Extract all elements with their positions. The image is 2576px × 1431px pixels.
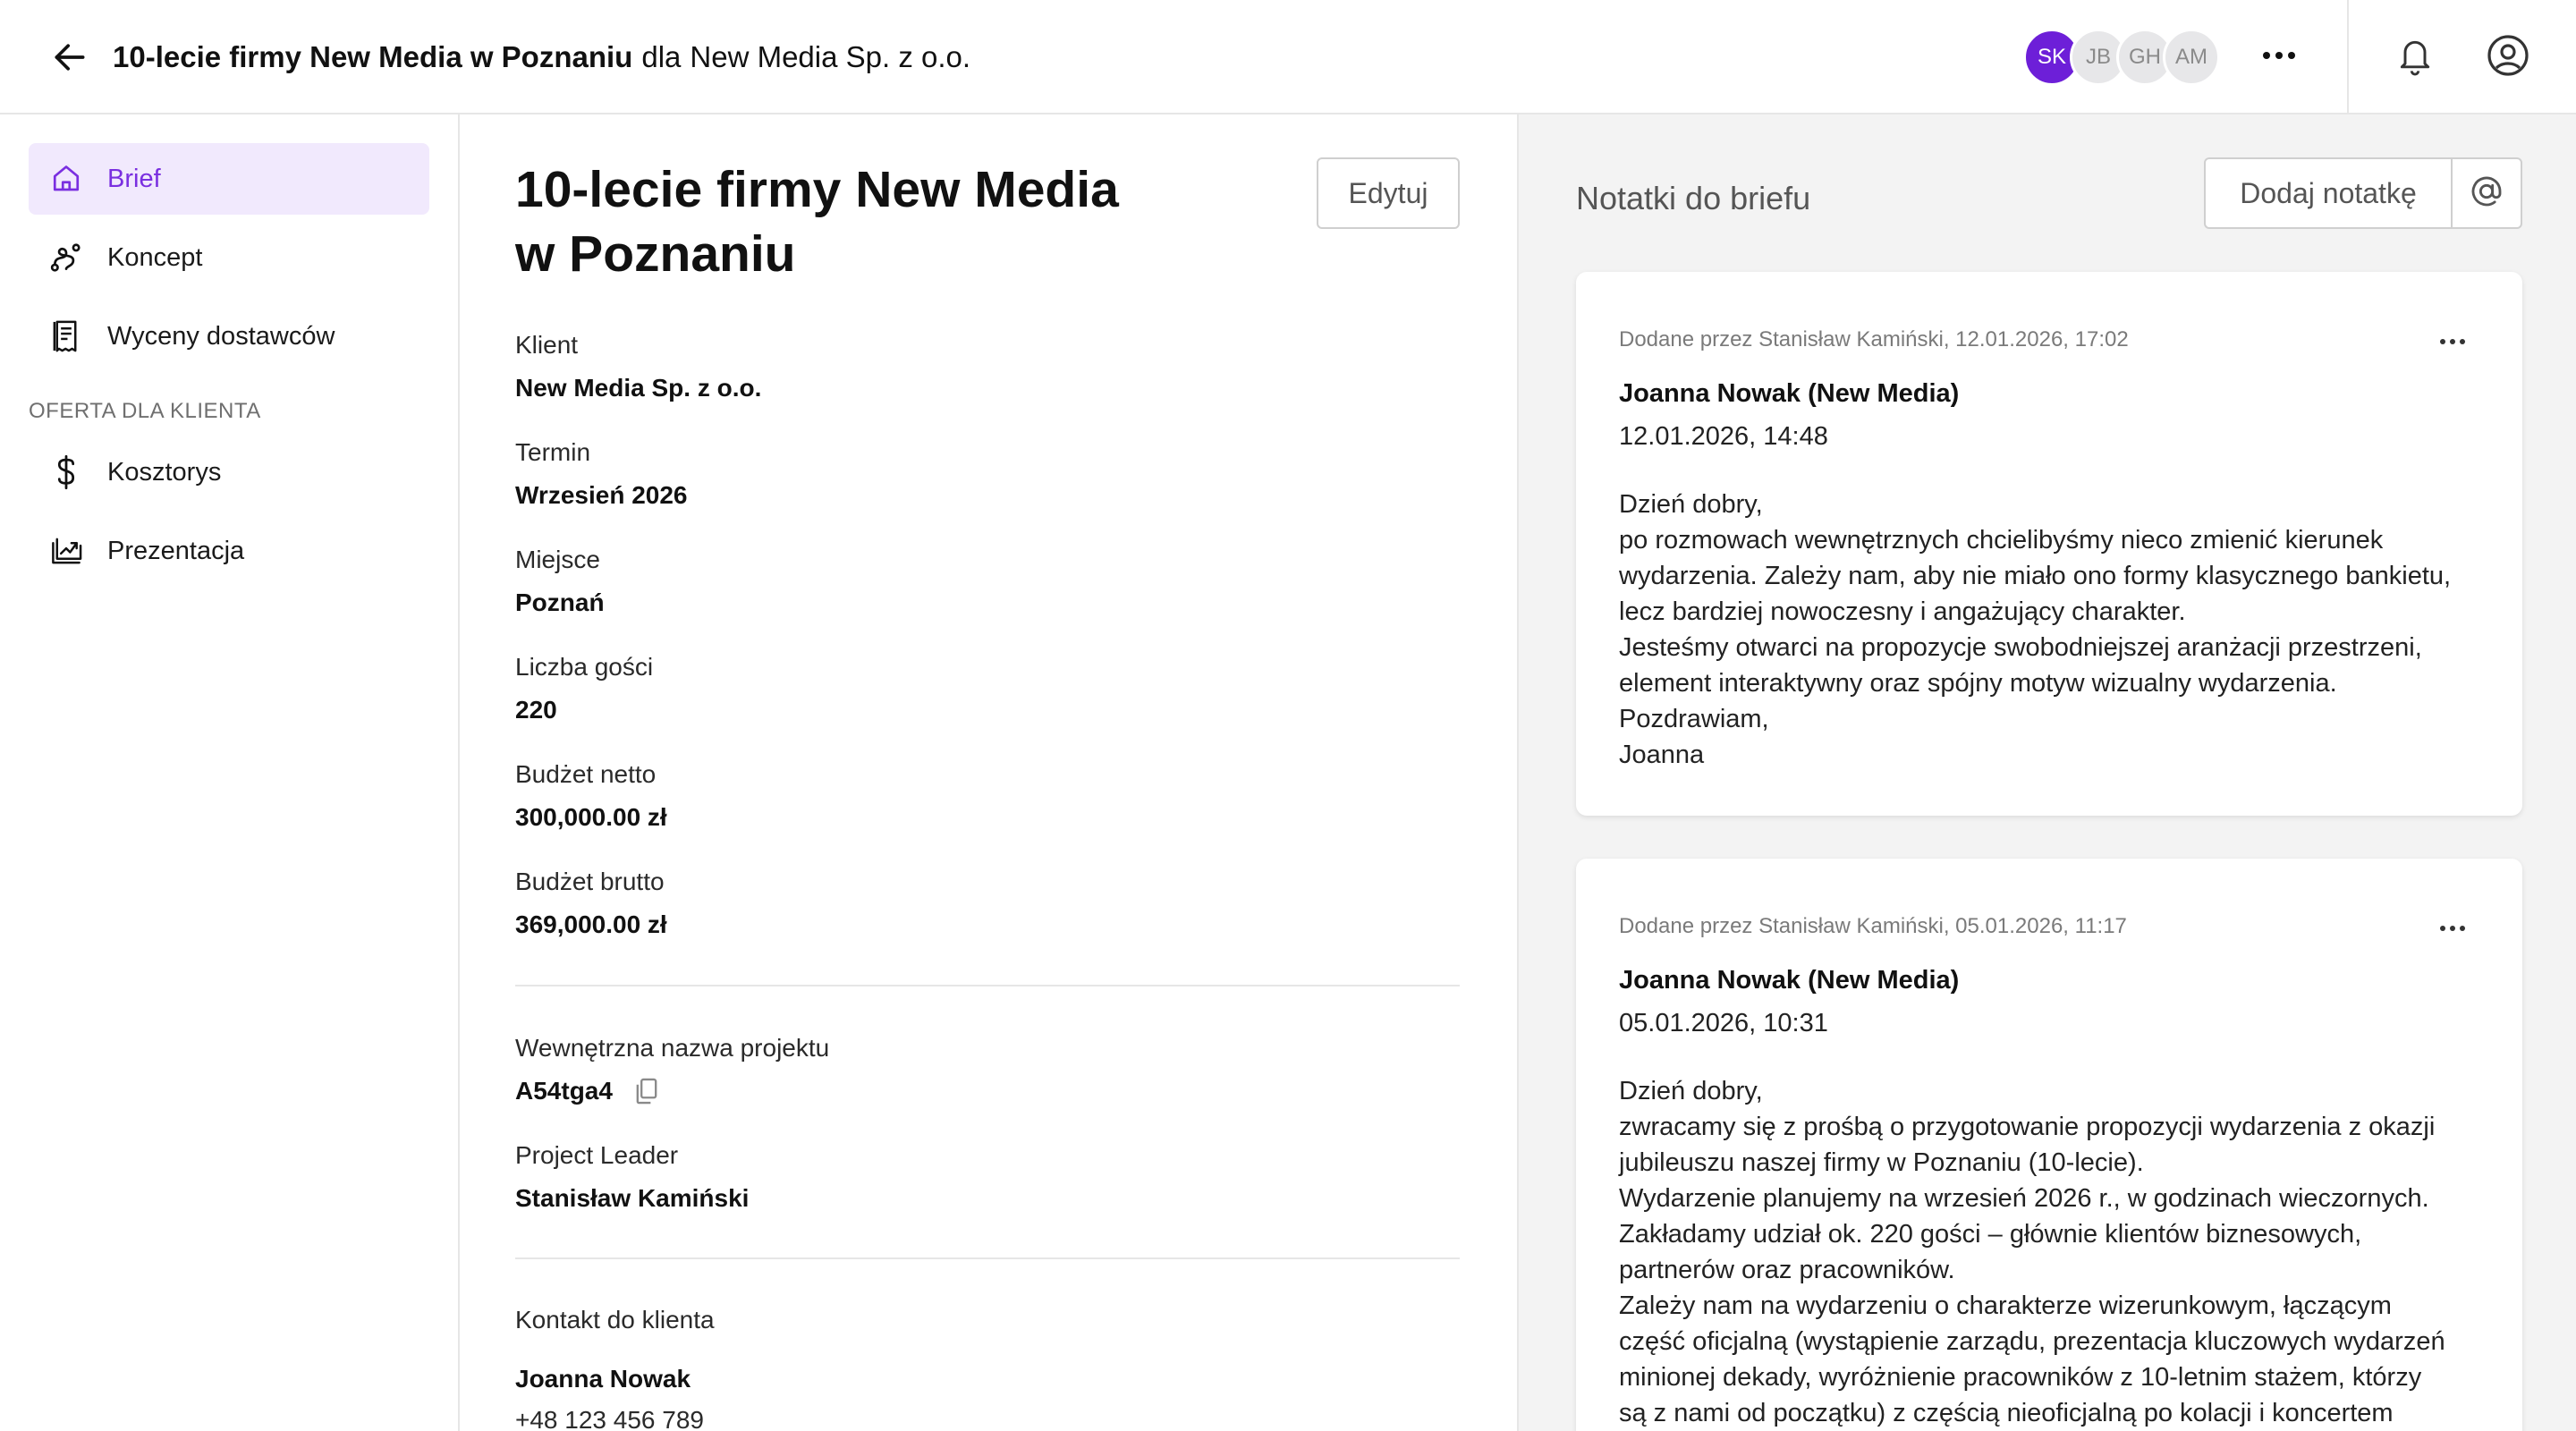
page-title-line: w Poznaniu (515, 225, 796, 283)
field-value: 220 (515, 696, 557, 724)
note-line: Pozdrawiam, (1619, 705, 1769, 733)
avatar[interactable]: AM (2163, 29, 2220, 86)
page-title-line: 10-lecie firmy New Media (515, 161, 1119, 218)
sidebar-item-label: Wyceny dostawców (107, 321, 335, 351)
sidebar (0, 114, 460, 1431)
avatar[interactable]: GH (2116, 29, 2174, 86)
field-date (515, 435, 688, 515)
event-title: 10-lecie firmy New Media w Poznaniu (113, 40, 633, 73)
field-value: Wrzesień 2026 (515, 481, 688, 509)
note-options-button[interactable] (2431, 326, 2474, 358)
sidebar-item-label: Prezentacja (107, 536, 245, 565)
notes-panel (1517, 114, 2576, 1431)
note-line: element interaktywny oraz spójny motyw wizualny wydarzenia. (1619, 669, 2337, 698)
note-body (1619, 487, 2504, 773)
field-label: Liczba gości (515, 653, 654, 681)
field-value: 369,000.00 zł (515, 910, 667, 938)
field-budget-net (515, 757, 667, 837)
note-line: Dzień dobry, (1619, 1077, 1763, 1105)
field-value: New Media Sp. z o.o. (515, 374, 762, 402)
note-author: Joanna Nowak (New Media) (1619, 966, 1960, 995)
notes-title: Notatki do briefu (1576, 180, 1811, 216)
note-line: jubileuszu naszej firmy w Poznaniu (10-lecie). (1619, 1148, 2144, 1177)
field-value: 300,000.00 zł (515, 803, 667, 831)
note-line: część oficjalną (wystąpienie zarządu, prezentacja kluczowych wydarzeń (1619, 1327, 2445, 1356)
note-body (1619, 1073, 2504, 1431)
field-budget-gross (515, 864, 667, 944)
field-label: Miejsce (515, 546, 600, 573)
field-project-leader (515, 1138, 749, 1218)
top-bar (0, 0, 2576, 114)
mention-button[interactable] (2451, 157, 2522, 229)
field-client-contact (515, 1302, 715, 1431)
sidebar-item-wyceny[interactable] (29, 301, 429, 372)
field-label: Wewnętrzna nazwa projektu (515, 1034, 830, 1062)
field-value: A54tga4 (515, 1077, 613, 1105)
note-date: 12.01.2026, 14:48 (1619, 422, 1828, 451)
note-line: Dzień dobry, (1619, 490, 1763, 519)
concept-icon (48, 240, 84, 275)
note-line: Joanna (1619, 741, 1705, 769)
home-icon (48, 161, 84, 197)
divider (515, 985, 1460, 986)
note-date: 05.01.2026, 10:31 (1619, 1009, 1828, 1037)
page-breadcrumb-title (113, 38, 970, 77)
divider (515, 1257, 1460, 1259)
field-label: Budżet brutto (515, 868, 665, 895)
copy-icon[interactable] (632, 1077, 661, 1105)
field-value: Stanisław Kamiński (515, 1184, 750, 1212)
receipt-icon (48, 318, 84, 354)
note-line: zwracamy się z prośbą o przygotowanie propozycji wydarzenia z okazji (1619, 1113, 2436, 1141)
note-author: Joanna Nowak (New Media) (1619, 379, 1960, 408)
arrow-left-icon (50, 38, 89, 81)
contact-phone: +48 123 456 789 (515, 1406, 704, 1431)
note-line: Zakładamy udział ok. 220 gości – głównie klientów biznesowych, (1619, 1220, 2362, 1249)
field-value-row (515, 1071, 829, 1111)
bell-icon (2395, 34, 2435, 81)
field-label: Budżet netto (515, 760, 657, 788)
dollar-icon (48, 454, 84, 490)
back-button[interactable] (47, 36, 93, 82)
more-horizontal-icon (2439, 920, 2466, 936)
user-circle-icon (2487, 34, 2529, 81)
note-line: partnerów oraz pracowników. (1619, 1256, 1955, 1284)
field-label: Klient (515, 331, 579, 359)
sidebar-item-prezentacja[interactable] (29, 515, 429, 587)
field-label: Termin (515, 438, 591, 466)
note-line: Wydarzenie planujemy na wrzesień 2026 r., w godzinach wieczornych. (1619, 1184, 2429, 1213)
field-value: Poznań (515, 588, 605, 616)
brief-panel (460, 114, 1517, 1431)
sidebar-section-title: OFERTA DLA KLIENTA (29, 399, 261, 423)
sidebar-item-koncept[interactable] (29, 222, 429, 293)
more-options-button[interactable] (2254, 36, 2304, 79)
field-internal-name (515, 1030, 829, 1111)
note-line: lecz bardziej nowoczesny i angażujący charakter. (1619, 597, 2186, 626)
note-meta: Dodane przez Stanisław Kamiński, 05.01.2026, 11:17 (1619, 914, 2127, 938)
sidebar-item-label: Kosztorys (107, 457, 222, 487)
note-line: są z nami od początku) z częścią nieoficjalną po kolacji i koncertem (1619, 1399, 2394, 1427)
page-title (515, 157, 1195, 286)
note-options-button[interactable] (2431, 912, 2474, 944)
sidebar-item-kosztorys[interactable] (29, 436, 429, 508)
at-sign-icon (2469, 174, 2504, 214)
profile-button[interactable] (2483, 32, 2533, 82)
note-line: Zależy nam na wydarzeniu o charakterze wizerunkowym, łączącym (1619, 1291, 2392, 1320)
note-line: po rozmowach wewnętrznych chcielibyśmy nieco zmienić kierunek (1619, 526, 2384, 555)
note-card (1576, 859, 2522, 1431)
avatar[interactable]: JB (2070, 29, 2127, 86)
note-line: Jesteśmy otwarci na propozycje swobodniejszej aranżacji przestrzeni, (1619, 633, 2422, 662)
field-label: Project Leader (515, 1141, 679, 1169)
field-location (515, 542, 605, 622)
notifications-button[interactable] (2390, 30, 2440, 84)
contact-name: Joanna Nowak (515, 1365, 691, 1393)
more-horizontal-icon (2439, 334, 2466, 350)
avatar[interactable]: SK (2023, 29, 2080, 86)
sidebar-item-brief[interactable] (29, 143, 429, 215)
note-line: wydarzenia. Zależy nam, aby nie miało ono formy klasycznego bankietu, (1619, 562, 2452, 590)
note-card (1576, 272, 2522, 816)
add-note-button[interactable]: Dodaj notatkę (2204, 157, 2451, 229)
field-label: Kontakt do klienta (515, 1306, 715, 1334)
team-avatars[interactable] (2023, 29, 2220, 86)
divider (2347, 0, 2349, 114)
client-name: New Media Sp. z o.o. (690, 40, 971, 73)
more-horizontal-icon (2261, 49, 2297, 65)
sidebar-item-label: Brief (107, 164, 161, 193)
field-guests (515, 649, 653, 730)
presentation-icon (48, 533, 84, 569)
sidebar-item-label: Koncept (107, 242, 203, 272)
note-meta: Dodane przez Stanisław Kamiński, 12.01.2026, 17:02 (1619, 327, 2129, 351)
edit-button[interactable]: Edytuj (1317, 157, 1460, 229)
field-client (515, 327, 761, 408)
title-separator: dla (641, 40, 682, 73)
note-line: minionej dekady, wyróżnienie pracowników z 10-letnim stażem, którzy (1619, 1363, 2422, 1392)
